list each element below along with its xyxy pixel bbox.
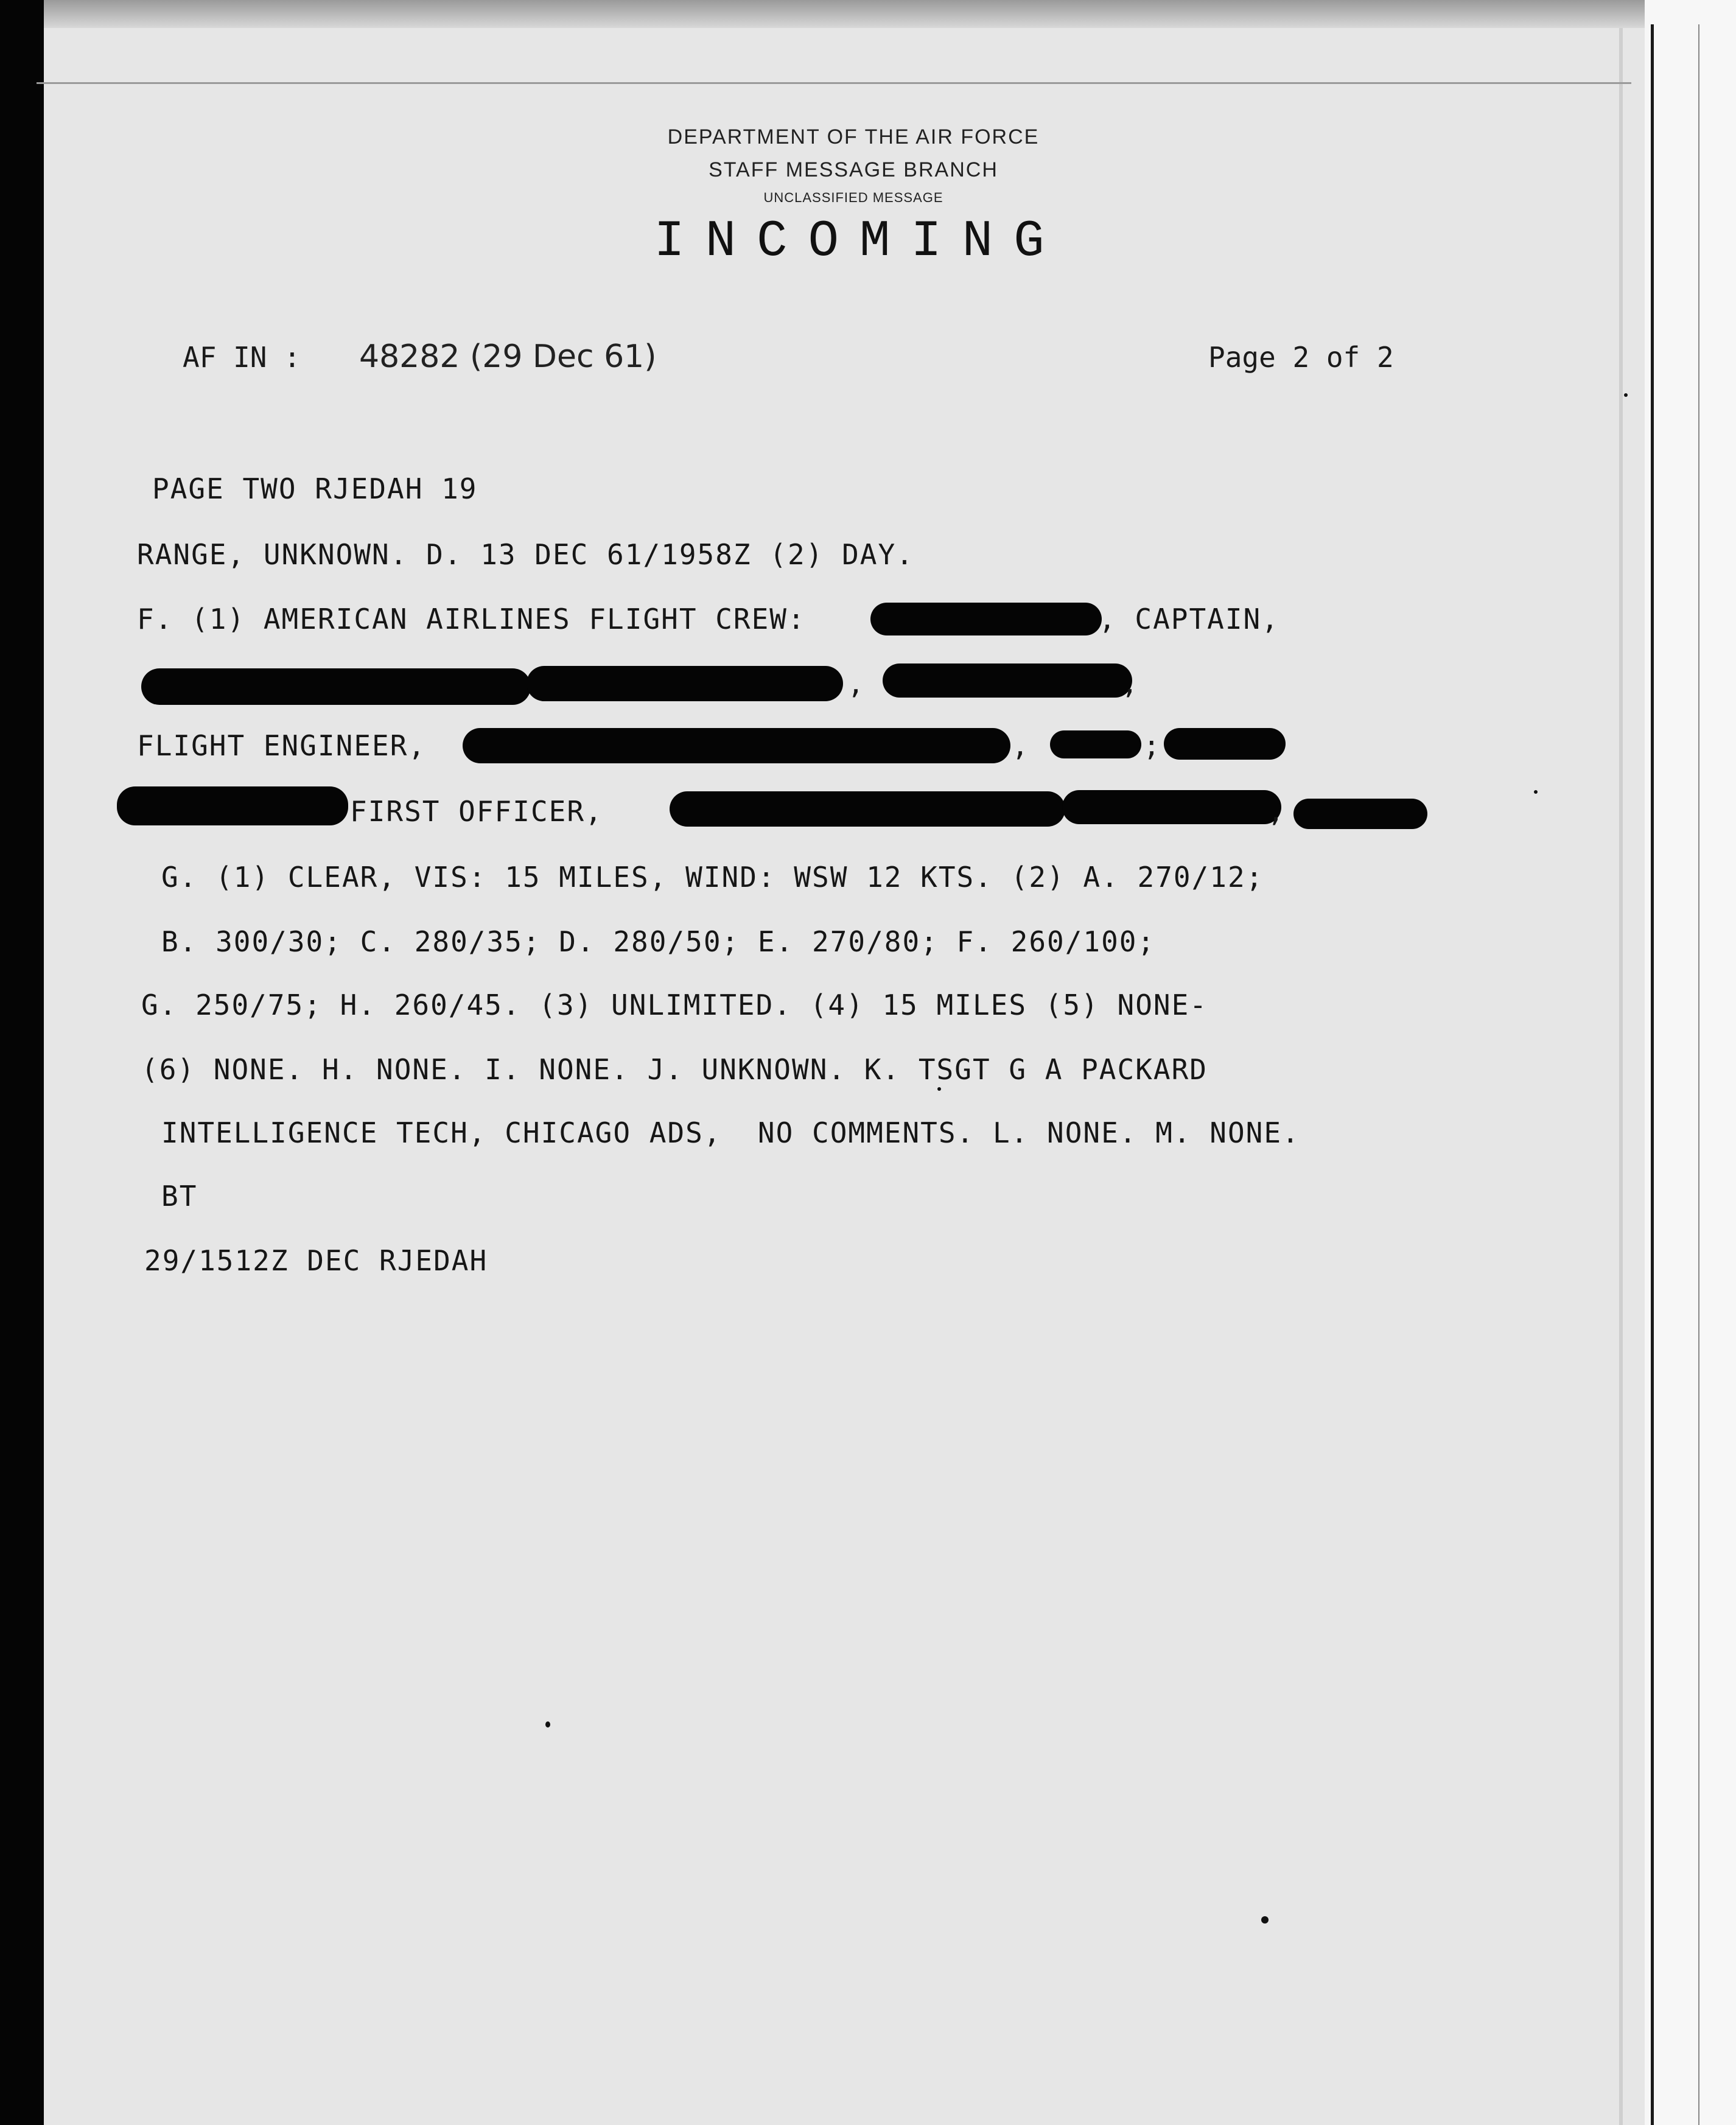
scan-right-border (1645, 0, 1736, 2125)
redaction-block (670, 791, 1065, 827)
body-line-dtg: 29/1512Z DEC RJEDAH (144, 1244, 488, 1277)
body-line-flight-crew: F. (1) AMERICAN AIRLINES FLIGHT CREW: (137, 603, 806, 635)
scan-speck (545, 1721, 550, 1728)
incoming-title: INCOMING (654, 213, 1065, 271)
scan-speck (1261, 1916, 1269, 1924)
scan-right-edge-line-thin (1698, 24, 1699, 2125)
scan-speck (1624, 393, 1628, 397)
body-line-winds-aloft-1: B. 300/30; C. 280/35; D. 280/50; E. 270/80; F. 260/100; (161, 925, 1156, 958)
redaction-block (870, 603, 1102, 635)
scan-right-edge-line (1651, 24, 1654, 2125)
page-edge (1619, 28, 1623, 2125)
body-line-comma: , (1121, 667, 1139, 700)
scan-top-border (0, 0, 1736, 28)
body-line-semicolon: ; (1143, 729, 1161, 762)
redaction-block (463, 728, 1010, 763)
body-line-captain: , CAPTAIN, (1099, 603, 1279, 635)
page-indicator: Page 2 of 2 (1208, 341, 1394, 374)
department-heading: DEPARTMENT OF THE AIR FORCE (667, 125, 1040, 149)
redaction-block (1062, 790, 1281, 824)
body-line-bt: BT (161, 1180, 198, 1213)
redaction-block (883, 663, 1132, 698)
body-line-winds-aloft-2: G. 250/75; H. 260/45. (3) UNLIMITED. (4) 15 MILES (5) NONE- (141, 989, 1208, 1021)
body-line-page-two: PAGE TWO RJEDAH 19 (152, 472, 478, 505)
body-line-comma: , (1012, 729, 1030, 762)
af-in-label: AF IN : (183, 341, 301, 374)
top-rule (37, 82, 1631, 84)
redaction-block (1050, 730, 1141, 758)
redaction-block (117, 786, 348, 825)
body-line-flight-engineer: FLIGHT ENGINEER, (137, 729, 427, 762)
body-line-intelligence: INTELLIGENCE TECH, CHICAGO ADS, NO COMMENTS. L. NONE. M. NONE. (161, 1116, 1300, 1149)
scan-speck (937, 1087, 941, 1091)
branch-heading: STAFF MESSAGE BRANCH (709, 158, 998, 181)
scan-speck (1534, 790, 1538, 794)
body-line-weather: G. (1) CLEAR, VIS: 15 MILES, WIND: WSW 12 KTS. (2) A. 270/12; (161, 861, 1264, 894)
body-line-comma: , (1267, 795, 1286, 828)
body-line-range: RANGE, UNKNOWN. D. 13 DEC 61/1958Z (2) DAY. (137, 538, 914, 571)
redaction-block (527, 666, 843, 701)
classification-label: UNCLASSIFIED MESSAGE (763, 190, 943, 205)
body-line-remarks: (6) NONE. H. NONE. I. NONE. J. UNKNOWN. K. TSGT G A PACKARD (141, 1053, 1208, 1086)
af-in-number: 48282 (29 Dec 61) (359, 338, 657, 375)
redaction-block (141, 668, 531, 705)
body-line-comma: , (847, 667, 866, 700)
scan-left-border (0, 0, 44, 2125)
redaction-block (1293, 799, 1427, 829)
redaction-block (1164, 728, 1286, 760)
body-line-first-officer: FIRST OFFICER, (350, 795, 603, 828)
